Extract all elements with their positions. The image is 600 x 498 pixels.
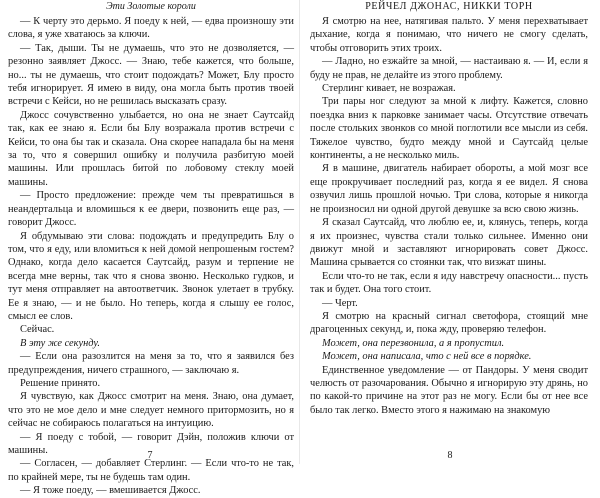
left-running-head: Эти Золотые короли: [106, 1, 196, 12]
paragraph: Решение принято.: [20, 377, 101, 389]
right-running-head: РЕЙЧЕЛ ДЖОНАС, НИККИ ТОРН: [365, 1, 533, 12]
paragraph: Если что-то не так, если я иду навстречу опасности... пусть так и будет. Она того стоит.: [310, 270, 588, 296]
paragraph: Может, она написала, что с ней все в порядке.: [322, 351, 532, 363]
paragraph: Я сказал Саутсайд, что люблю ее, и, клянусь, теперь, когда я их произнес, чувства стали только сильнее. Именно они движут мной и заставляют игнорировать совет Джосс. Машина срывается со стоянки так, что визжат шины.: [310, 217, 588, 269]
paragraph: Я смотрю на нее, натягивая пальто. У меня перехватывает дыхание, когда я понимаю, что ничего не смогу сделать, чтобы отговорить этих троих.: [310, 16, 588, 54]
right-page-body: [310, 15, 588, 417]
paragraph: — Согласен, — добавляет Стерлинг. — Если что-то не так, по крайней мере, ты не будешь там один.: [8, 458, 294, 483]
paragraph: Я обдумываю эти слова: подождать и предупредить Блу о том, что я еду, или вломиться к ней домой непрошеным гостем? Однако, когда дело касается Саутсайд, разум и терпение не всегда мне верны, так что я снова звоню. Несколько гудков, и тут меня отправляет на автоответчик. Звонок улетает в трубку. Ее я знаю, — и не было. Но теперь, когда я слышу ее голос, смысл ее слов.: [8, 230, 294, 322]
paragraph: Сейчас.: [20, 324, 55, 336]
paragraph: — Так, дыши. Ты не думаешь, что это не дозволяется, — резонно заявляет Джосс. — Знаю, тебе кажется, что больше, но... ты не думаешь, что стоит подождать? Может, Блу просто тебя игнорирует. Я имею в виду, она могла быть против твоей встречи с Кейси, но не решилась высказать сразу.: [8, 42, 294, 108]
paragraph: — Черт.: [322, 297, 358, 309]
left-page-body: [8, 15, 294, 498]
paragraph: — К черту это дерьмо. Я поеду к ней, — едва произношу эти слова, я уже хватаюсь за ключи.: [8, 16, 294, 41]
paragraph: — Я поеду с тобой, — говорит Дэйн, положив ключи от машины.: [8, 431, 294, 456]
paragraph: Джосс сочувственно улыбается, но она не знает Саутсайд так, как ее знаю я. Если бы Блу возражала против встречи с Кейси, то она бы так и сказала. Она скорее нападала бы на меня за то, что я совершил ошибку и получила разбитую моей машины. Или прошлась битой по лобовому стеклу моей машины.: [8, 109, 294, 188]
paragraph: Стерлинг кивает, не возражая.: [322, 83, 456, 95]
paragraph: В эту же секунду.: [20, 337, 100, 349]
paragraph: Я смотрю на красный сигнал светофора, стоящий мне драгоценных секунд, и, пока жду, проверяю телефон.: [310, 310, 588, 336]
left-page-number: 7: [147, 450, 153, 461]
paragraph: Единственное уведомление — от Пандоры. У меня сводит челюсть от разочарования. Обычно я игнорирую эту дрянь, но по какой-то причине на этот раз не могу. Если бы от нее все было так легко. Вместо этого я нажимаю на знакомую: [310, 364, 588, 416]
paragraph: — Если она разозлится на меня за то, что я заявился без предупреждения, ничего страшного, — заключаю я.: [8, 351, 294, 376]
paragraph: — Просто предложение: прежде чем ты превратишься в неандертальца и вломишься к ее двери, позвонить еще раз, — говорит Джосс.: [8, 190, 294, 229]
paragraph: Может, она перезвонила, а я пропустил.: [322, 337, 505, 349]
paragraph: Я чувствую, как Джосс смотрит на меня. Знаю, она думает, что это не мое дело и мне следует немного притормозить, но я сейчас не собираюсь полагаться на интуицию.: [8, 391, 294, 430]
paragraph: Три пары ног следуют за мной к лифту. Кажется, словно поездка вниз к парковке занимает часы. Отсутствие отвечать после стольких звонков со мной поглотили все мысли из себя. Тяжелое чувство, будто между мной и Саутсайд целые континенты, а не несколько миль.: [310, 96, 588, 162]
right-page: [300, 0, 600, 464]
left-page: [0, 0, 300, 497]
paragraph: — Ладно, но езжайте за мной, — настаиваю я. — И, если я буду не прав, не делайте из этого проблему.: [310, 56, 588, 81]
paragraph: Я в машине, двигатель набирает обороты, а мой мозг все еще прокручивает последний раз, когда я ее видел. Я снова озвучил лишь прошлой ночью. Три слова, которые я никогда не произносил ни одной другой девушке за всю свою жизнь.: [310, 163, 588, 215]
right-page-number: 8: [447, 450, 453, 461]
paragraph: — Я тоже поеду, — вмешивается Джосс.: [20, 485, 201, 497]
